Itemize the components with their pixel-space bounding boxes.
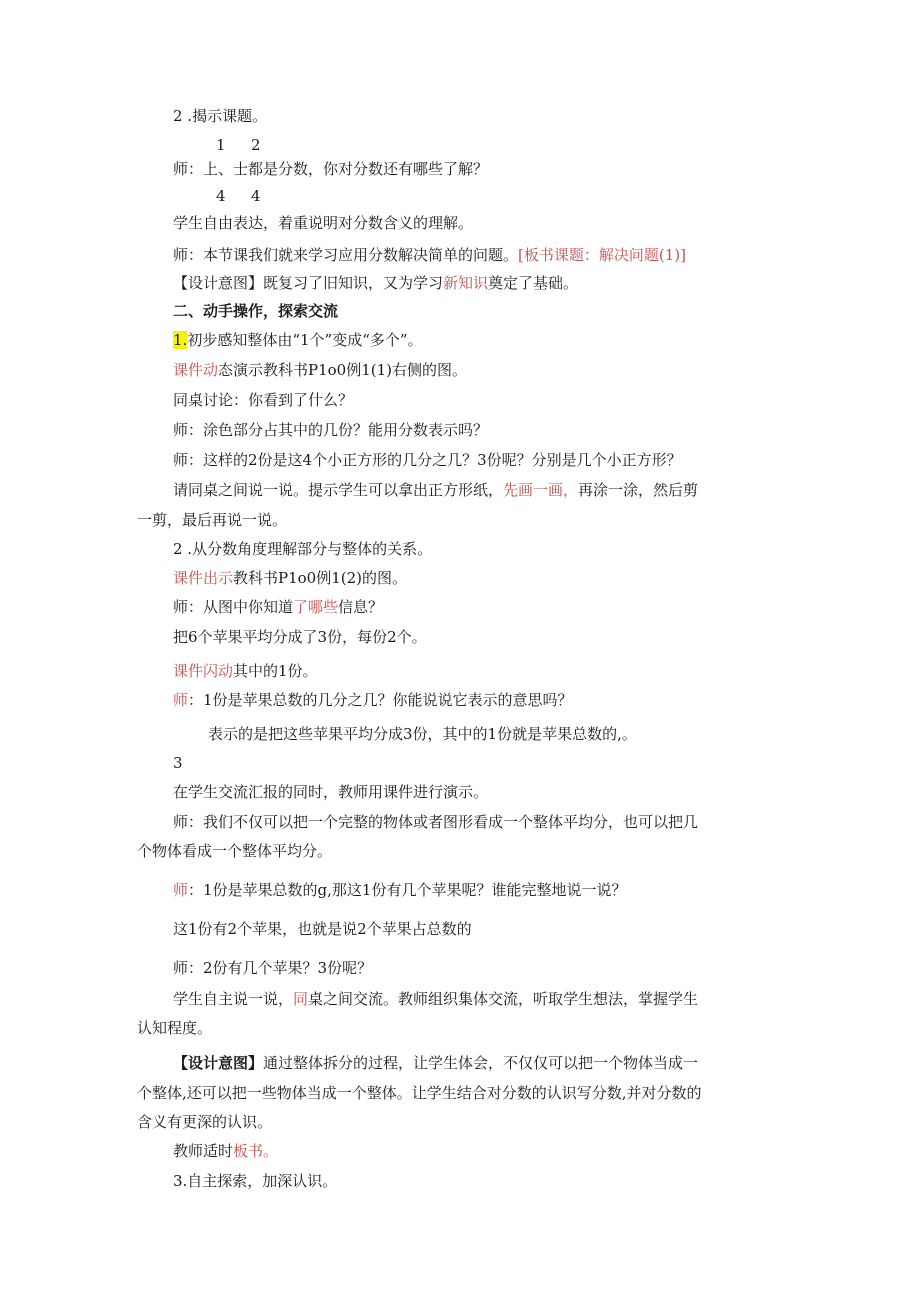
paragraph: 这1份有2个苹果，也就是说2个苹果占总数的	[173, 920, 472, 938]
paragraph-text: 教科书P1o0例1(2)的图。	[233, 569, 408, 587]
paragraph	[173, 989, 698, 1009]
paragraph	[173, 360, 467, 380]
paragraph-text: 师：本节课我们就来学习应用分数解决简单的问题。	[173, 246, 519, 264]
paragraph: 学生自由表达，着重说明对分数含义的理解。	[173, 214, 474, 232]
paragraph	[173, 880, 626, 900]
highlighted-text: 板书。	[233, 1142, 279, 1160]
paragraph-text: 学生自主说一说，	[173, 990, 294, 1008]
paragraph: 师：这样的2份是这4个小正方形的几分之几？3份呢？分别是几个小正方形？	[173, 451, 682, 469]
paragraph-text: ：1份是苹果总数的几分之几？你能说说它表示的意思吗？	[188, 691, 573, 709]
paragraph-continuation: 含义有更深的认识。	[137, 1113, 273, 1131]
fraction-denominator: 3	[173, 754, 183, 772]
paragraph-text: 桌之间交流。教师组织集体交流，听取学生想法，掌握学生	[308, 990, 699, 1008]
subsection-heading: 2 .从分数角度理解部分与整体的关系。	[173, 540, 433, 558]
highlighted-text: 师	[173, 881, 189, 899]
paragraph-text: 【设计意图】既复习了旧知识，又为学习	[173, 274, 444, 292]
paragraph	[173, 245, 686, 265]
highlighted-text: 新知识	[443, 274, 489, 292]
highlighted-text: 师	[173, 691, 189, 709]
fraction-numerator: 1	[216, 136, 226, 154]
paragraph-text: 信息？	[338, 598, 384, 616]
paragraph: 把6个苹果平均分成了3份，每份2个。	[173, 628, 427, 646]
paragraph-text: 通过整体拆分的过程，让学生体会，不仅仅可以把一个物体当成一	[263, 1054, 699, 1072]
paragraph: 师：2份有几个苹果？3份呢？	[173, 959, 373, 977]
design-intent-paragraph	[173, 273, 578, 293]
highlighted-text: 先画一画，	[503, 481, 579, 499]
paragraph	[173, 661, 318, 681]
paragraph	[173, 1141, 278, 1161]
paragraph: 同桌讨论：你看到了什么？	[173, 391, 354, 409]
highlighted-text: 了哪些	[293, 598, 339, 616]
fraction-denominator: 4	[251, 187, 261, 205]
highlighted-text: 课件闪动	[173, 662, 234, 680]
subsection-heading: 3.自主探索，加深认识。	[173, 1172, 338, 1190]
subsection-heading: 2 .揭示课题。	[173, 107, 268, 125]
highlighted-text: 同	[293, 990, 309, 1008]
paragraph-text: 奠定了基础。	[488, 274, 579, 292]
design-intent-label: 【设计意图】	[173, 1054, 264, 1072]
paragraph: 表示的是把这些苹果平均分成3份，其中的1份就是苹果总数的,。	[208, 725, 637, 743]
paragraph-text: 再涂一涂，然后剪	[578, 481, 699, 499]
paragraph-continuation: 个整体,还可以把一些物体当成一个整体。让学生结合对分数的认识写分数,并对分数的	[137, 1084, 702, 1102]
paragraph-text: 初步感知整体由“1个”变成“多个”。	[187, 331, 423, 349]
paragraph-text: 师：从图中你知道	[173, 598, 294, 616]
paragraph: 师：上、士都是分数，你对分数还有哪些了解？	[173, 160, 489, 178]
paragraph	[173, 597, 383, 617]
paragraph: 师：涂色部分占其中的几份？能用分数表示吗？	[173, 421, 489, 439]
paragraph-continuation: 一剪，最后再说一说。	[137, 511, 288, 529]
highlighted-text: 课件出示	[173, 569, 234, 587]
paragraph: 在学生交流汇报的同时，教师用课件进行演示。	[173, 783, 489, 801]
paragraph-continuation: 认知程度。	[137, 1019, 213, 1037]
paragraph-text: 教师适时	[173, 1142, 234, 1160]
subsection-heading	[173, 330, 423, 350]
paragraph-text: ：1份是苹果总数的g,那这1份有几个苹果呢？谁能完整地说一说？	[188, 881, 627, 899]
paragraph	[173, 480, 698, 500]
highlighted-number: 1.	[173, 331, 188, 349]
paragraph	[173, 568, 407, 588]
section-heading: 二、动手操作，探索交流	[173, 302, 339, 320]
paragraph: 师：我们不仅可以把一个完整的物体或者图形看成一个整体平均分，也可以把几	[173, 813, 699, 831]
highlighted-text: 课件动	[173, 361, 219, 379]
paragraph-continuation: 个物体看成一个整体平均分。	[137, 842, 333, 860]
paragraph-text: 态演示教科书P1o0例1(1)右侧的图。	[218, 361, 468, 379]
fraction-denominator: 4	[216, 187, 226, 205]
board-title-note: [板书课题：解决问题(1)]	[518, 246, 686, 264]
fraction-numerator: 2	[251, 136, 261, 154]
design-intent-paragraph	[173, 1053, 698, 1073]
paragraph-text: 请同桌之间说一说。提示学生可以拿出正方形纸，	[173, 481, 504, 499]
paragraph	[173, 690, 573, 710]
paragraph-text: 其中的1份。	[233, 662, 318, 680]
